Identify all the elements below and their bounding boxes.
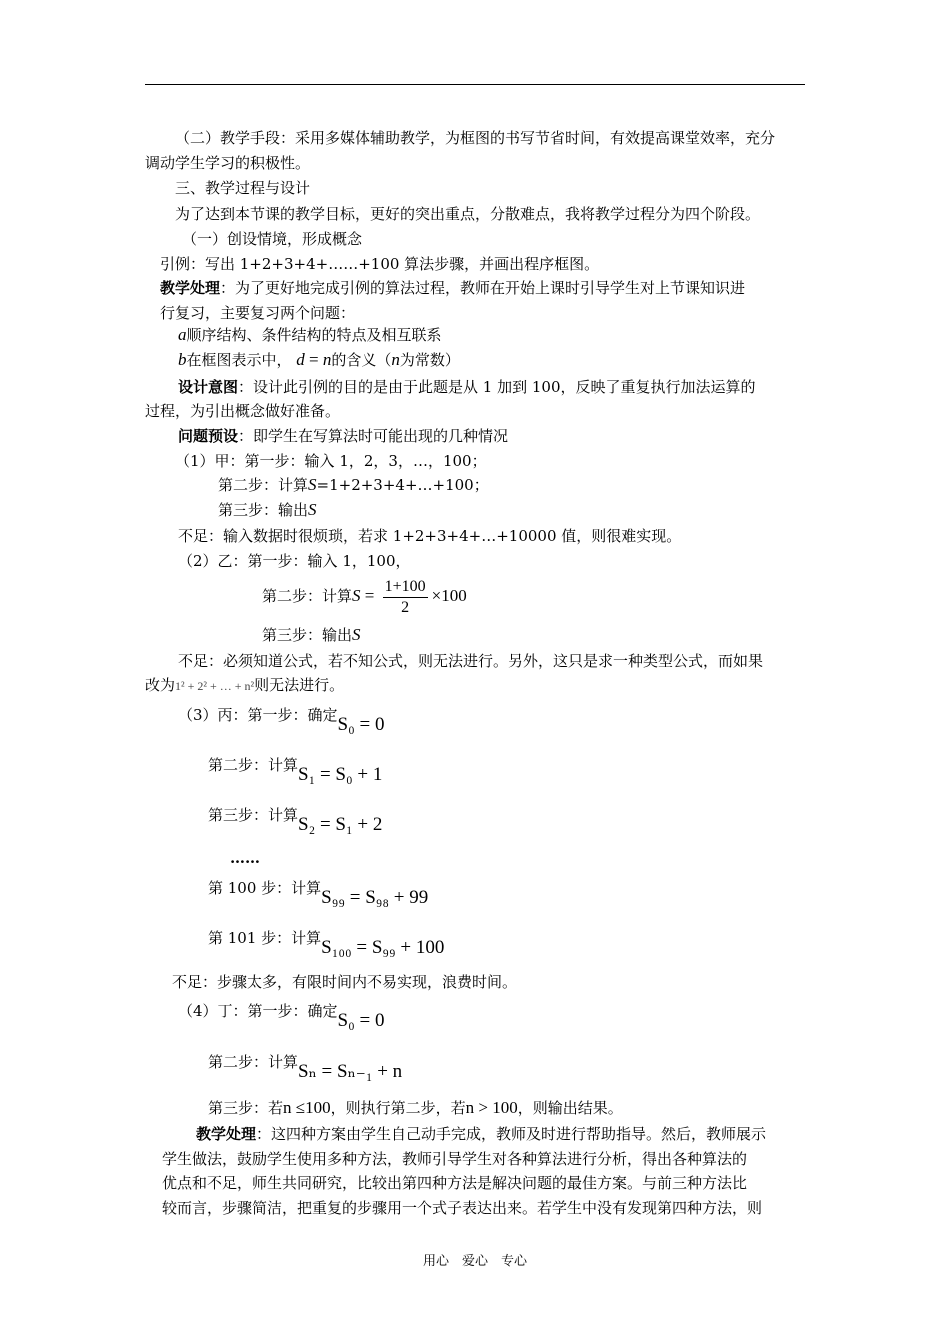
label-bold: 教学处理 [196, 1125, 257, 1143]
fraction: $\frac{1+100}{2}$ [384, 577, 426, 616]
label-bold: 问题预设 [178, 427, 239, 445]
para-line: （3）丙：第一步：确定S₀ = 0 [178, 706, 385, 735]
section-heading: 三、教学过程与设计 [175, 179, 311, 197]
para-line: （2）乙：第一步：输入 1，100， [178, 552, 411, 570]
para-line: a顺序结构、条件结构的特点及相互联系 [178, 325, 442, 344]
page-footer: 用心 爱心 专心 [422, 1254, 527, 1269]
para-line: 为了达到本节课的教学目标，更好的突出重点，分散难点，我将教学过程分为四个阶段。 [175, 205, 761, 223]
para-line: 第二步：计算S₁ = S₀ + 1 [208, 756, 383, 785]
para-line: 第三步：输出S [218, 500, 317, 519]
ellipsis: …… [230, 849, 260, 867]
para-line: b在框图表示中， d = n的含义（n为常数） [178, 350, 460, 369]
para-line: 调动学生学习的积极性。 [145, 154, 311, 172]
para-line: 第二步：计算S = $\frac{1+100}{2}$ ×100 [262, 577, 467, 616]
para-line: 过程，为引出概念做好准备。 [145, 402, 341, 420]
label-bold: 教学处理 [160, 279, 221, 297]
para-line: 教学处理：为了更好地完成引例的算法过程，教师在开始上课时引导学生对上节课知识进 [160, 279, 746, 297]
para-line: 不足：必须知道公式，若不知公式，则无法进行。另外，这只是求一种类型公式，而如果 [178, 652, 764, 670]
para-line: 学生做法，鼓励学生使用多种方法，教师引导学生对各种算法进行分析，得出各种算法的 [162, 1150, 748, 1168]
para-line: 较而言，步骤简洁，把重复的步骤用一个式子表达出来。若学生中没有发现第四种方法，则 [162, 1199, 763, 1217]
para-line: 第三步：输出S [262, 625, 361, 644]
para-line: 问题预设：即学生在写算法时可能出现的几种情况 [178, 427, 509, 445]
para-line: 第二步：计算Sₙ = Sₙ₋₁ + n [208, 1053, 403, 1082]
para-line: （二）教学手段：采用多媒体辅助教学，为框图的书写节省时间，有效提高课堂效率，充分 [175, 129, 776, 147]
para-line: 引例：写出 1+2+3+4+……+100 算法步骤，并画出程序框图。 [160, 255, 600, 273]
subsection-heading: （一）创设情境，形成概念 [182, 230, 363, 248]
label-bold: 设计意图 [178, 378, 239, 396]
para-line: 第 100 步：计算S₉₉ = S₉₈ + 99 [208, 879, 429, 908]
header-rule [145, 84, 805, 85]
para-line: 改为1² + 2² + … + n²则无法进行。 [145, 676, 345, 694]
para-line: 教学处理：这四种方案由学生自己动手完成，教师及时进行帮助指导。然后，教师展示 [196, 1125, 767, 1143]
para-line: （1）甲：第一步：输入 1，2，3，…，100； [175, 452, 487, 470]
para-line: （4）丁：第一步：确定S₀ = 0 [178, 1002, 385, 1031]
para-line: 第三步：若n ≤100，则执行第二步，若n > 100，则输出结果。 [208, 1098, 623, 1117]
para-line: 不足：步骤太多，有限时间内不易实现，浪费时间。 [172, 973, 518, 991]
para-line: 行复习，主要复习两个问题： [160, 304, 356, 322]
para-line: 设计意图：设计此引例的目的是由于此题是从 1 加到 100，反映了重复执行加法运算的 [178, 378, 756, 396]
para-line: 第二步：计算S=1+2+3+4+…+100； [218, 475, 489, 494]
para-line: 第 101 步：计算S₁₀₀ = S₉₉ + 100 [208, 929, 445, 958]
para-line: 优点和不足，师生共同研究，比较出第四种方法是解决问题的最佳方案。与前三种方法比 [162, 1174, 748, 1192]
para-line: 第三步：计算S₂ = S₁ + 2 [208, 806, 383, 835]
para-line: 不足：输入数据时很烦琐，若求 1+2+3+4+…+10000 值，则很难实现。 [178, 527, 682, 545]
